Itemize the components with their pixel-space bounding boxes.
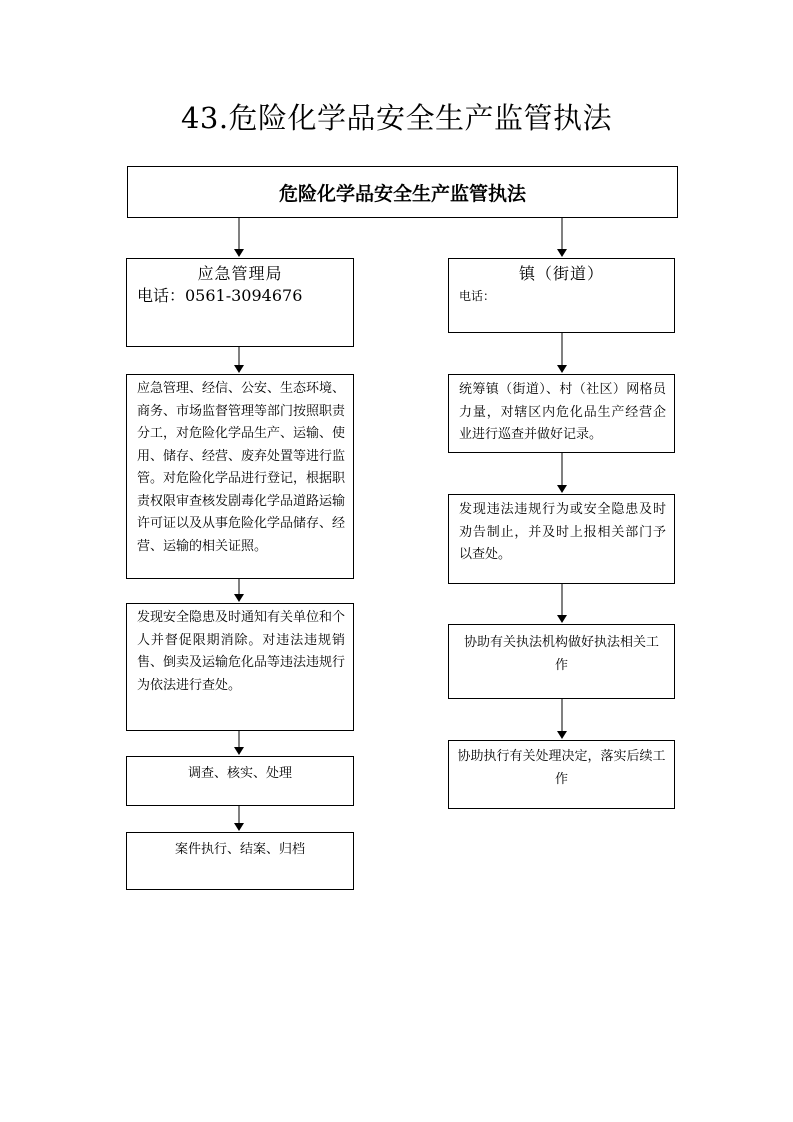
right-report-box <box>448 494 675 584</box>
page-title: 43.危险化学品安全生产监管执法 <box>180 101 613 135</box>
right-followup-box <box>448 740 675 809</box>
right-followup-text: 协助执行有关处理决定，落实后续工作 <box>457 749 666 787</box>
right-org-name: 镇（街道） <box>518 264 604 283</box>
left-investigate-box <box>126 756 354 806</box>
left-close-text: 案件执行、结案、归档 <box>174 842 305 857</box>
right-inspect-text: 统筹镇（街道）、村（社区）网格员力量，对辖区内危化品生产经营企业进行巡查并做好记录。 <box>459 382 666 442</box>
left-investigate-text: 调查、核实、处理 <box>187 766 292 781</box>
left-close-box <box>126 832 354 890</box>
left-org-phone: 电话：0561-3094676 <box>137 286 303 305</box>
header-box <box>127 166 678 218</box>
left-hazard-box <box>126 603 354 731</box>
right-inspect-box <box>448 374 675 453</box>
left-org-name: 应急管理局 <box>197 264 283 283</box>
right-assist-box <box>448 624 675 699</box>
right-report-text: 发现违法违规行为或安全隐患及时劝告制止，并及时上报相关部门予以查处。 <box>459 502 666 562</box>
header-box-text: 危险化学品安全生产监管执法 <box>278 182 526 205</box>
right-org-box <box>448 258 675 333</box>
left-org-box <box>126 258 354 347</box>
right-assist-text: 协助有关执法机构做好执法相关工作 <box>463 635 659 673</box>
left-hazard-text: 发现安全隐患及时通知有关单位和个人并督促限期消除。对违法违规销售、倒卖及运输危化品等违法违规行为依法进行查处。 <box>137 610 346 693</box>
right-org-phone: 电话： <box>459 289 496 303</box>
left-duties-box <box>126 374 354 579</box>
left-duties-text: 应急管理、经信、公安、生态环境、商务、市场监督管理等部门按照职责分工，对危险化学品生产、运输、使用、储存、经营、废弃处置等进行监管。对危险化学品进行登记，根据职责权限审查核发剧毒化学品道路运输许可证以及从事危险化学品储存、经营、运输的相关证照。 <box>137 381 346 554</box>
